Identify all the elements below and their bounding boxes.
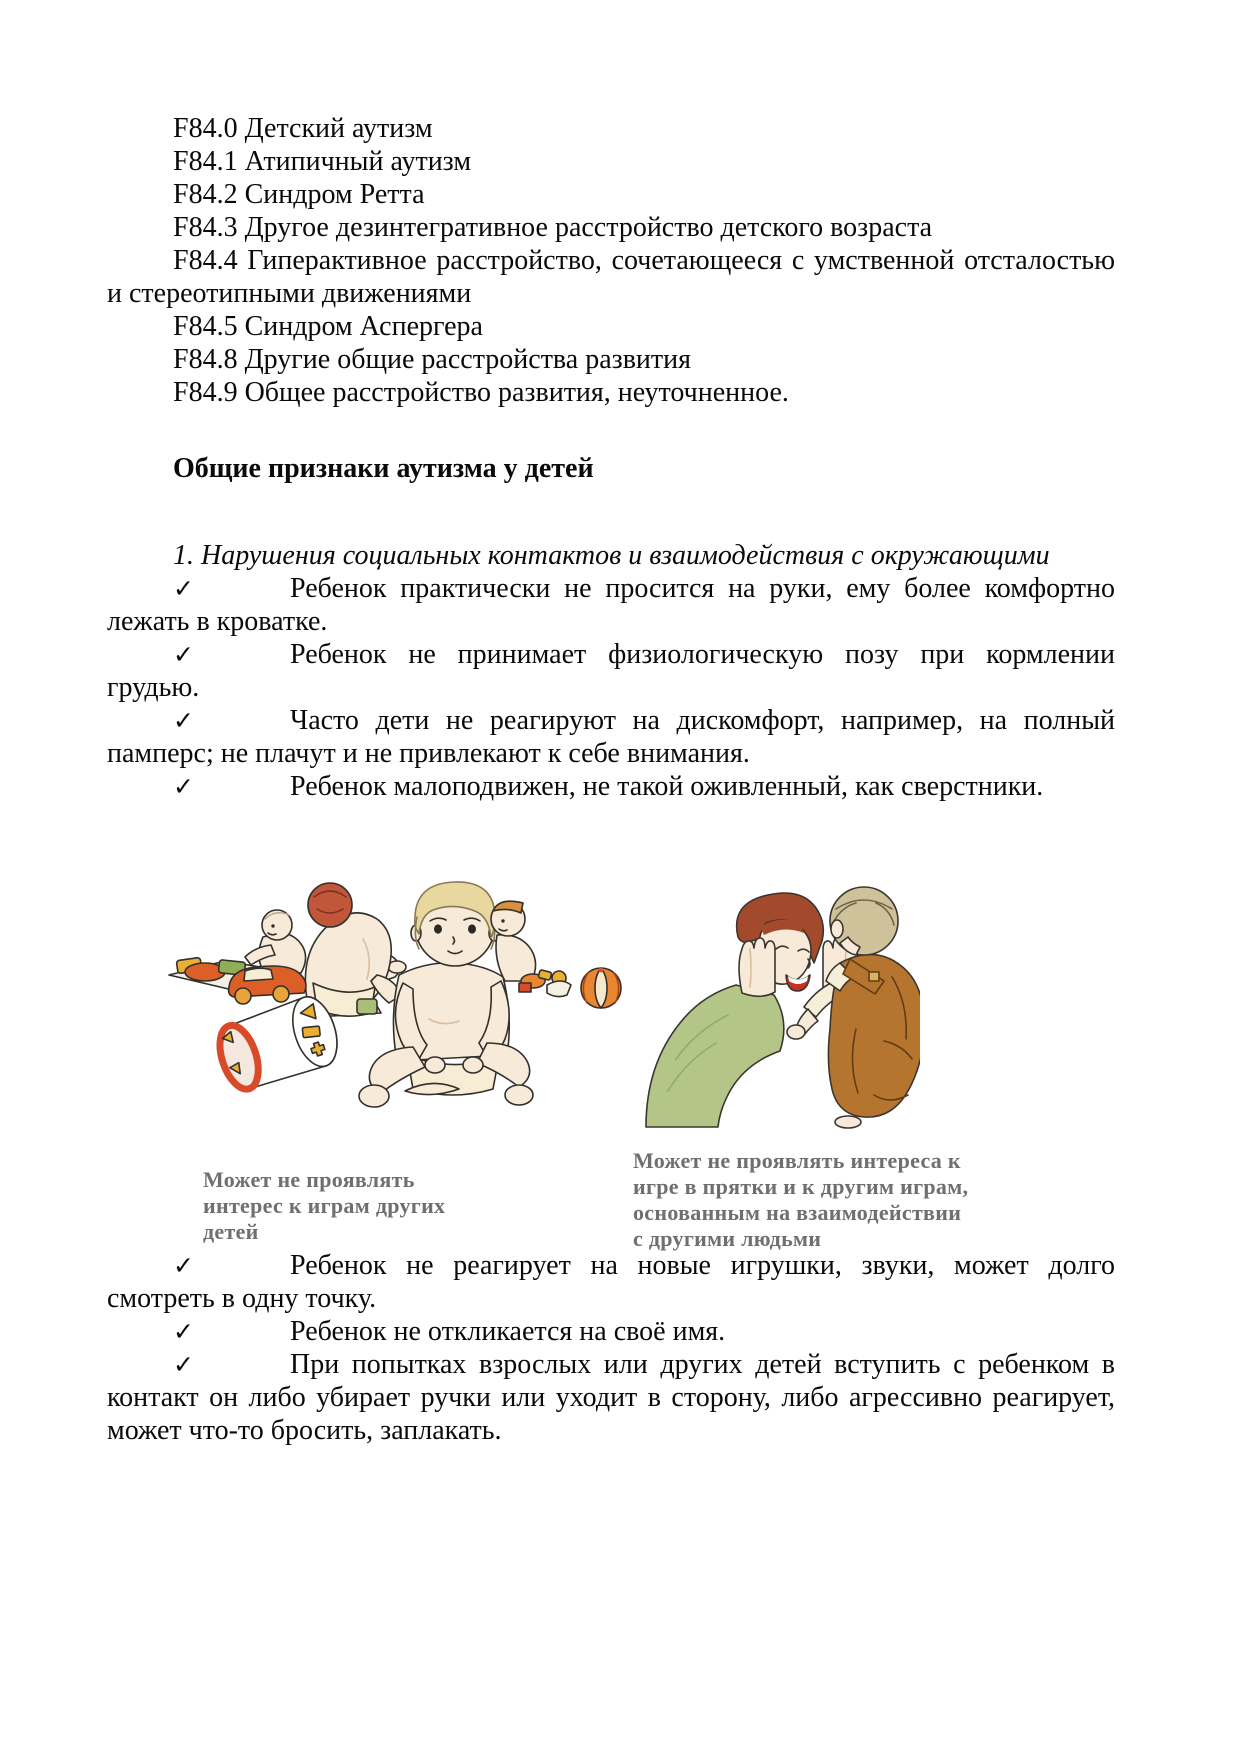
bullet-text: Ребенок практически не просится на руки, ему более комфортно лежать в кроватке. [107, 573, 1115, 637]
background-baby-left [245, 910, 306, 973]
mother-figure [646, 893, 859, 1127]
shape-sorter-drum-icon [212, 991, 346, 1096]
caption-line: интерес к играм других [203, 1193, 446, 1218]
bullet-text: Ребенок не реагирует на новые игрушки, звуки, может долго смотреть в одну точку. [107, 1250, 1115, 1314]
bullet-text: Часто дети не реагируют на дискомфорт, например, на полный памперс; не плачут и не привлекают к себе внимания. [107, 705, 1115, 769]
bullet-item [107, 1315, 1115, 1348]
bullet-item [107, 704, 1115, 770]
bullet-item [107, 572, 1115, 638]
illustration-peekaboo [640, 879, 920, 1129]
hair-bun-icon [308, 883, 352, 927]
caption-line: с другими людьми [633, 1226, 822, 1251]
figure-caption-right [633, 1148, 968, 1252]
caption-line: основанным на взаимодействии [633, 1200, 962, 1225]
caption-line: игре в прятки и к другим играм, [633, 1174, 969, 1199]
caption-line: детей [203, 1219, 259, 1244]
icd-item: F84.3 Другое дезинтегративное расстройство детского возраста [173, 212, 933, 243]
figure-caption-left [203, 1167, 445, 1245]
checkmark-icon: ✓ [173, 1317, 194, 1346]
icd-item: F84.1 Атипичный аутизм [173, 146, 472, 177]
icd-item: F84.8 Другие общие расстройства развития [173, 344, 691, 375]
icd-item: F84.4 Гиперактивное расстройство, сочетающееся с умственной отсталостью и стереотипными движениями [107, 245, 1115, 309]
caption-line: Может не проявлять интереса к [633, 1148, 961, 1173]
checkmark-icon: ✓ [173, 640, 194, 669]
checkmark-icon: ✓ [173, 772, 194, 801]
checkmark-icon: ✓ [173, 706, 194, 735]
bullet-text: Ребенок не принимает физиологическую позу при кормлении грудью. [107, 639, 1115, 703]
toy-car-icon [229, 966, 306, 1004]
illustration-babies-playing [167, 879, 627, 1119]
bullet-item [107, 638, 1115, 704]
bullet-item [107, 1249, 1115, 1315]
bullet-text: Ребенок малоподвижен, не такой оживленный, как сверстники. [290, 771, 1044, 802]
checkmark-icon: ✓ [173, 1251, 194, 1280]
bullet-text: Ребенок не откликается на своё имя. [290, 1316, 726, 1347]
icd-item: F84.9 Общее расстройство развития, неуточненное. [173, 377, 789, 408]
striped-ball-icon [581, 968, 621, 1008]
caption-line: Может не проявлять [203, 1167, 415, 1192]
left-hand-icon [739, 938, 775, 996]
figures-row [107, 803, 1115, 1251]
icd-item: F84.5 Синдром Аспергера [173, 311, 483, 342]
bullet-text: При попытках взрослых или других детей вступить с ребенком в контакт он либо убирает ручки или уходит в сторону, либо агрессивно реагирует, может что-то бросить, заплакать. [107, 1349, 1115, 1446]
icd-item: F84.2 Синдром Ретта [173, 179, 425, 210]
icd-item: F84.0 Детский аутизм [173, 113, 433, 144]
bullet-item [107, 1348, 1115, 1447]
checkmark-icon: ✓ [173, 1350, 194, 1379]
background-baby-back [305, 883, 401, 1017]
section-heading: Общие признаки аутизма у детей [173, 453, 594, 484]
subsection-heading: 1. Нарушения социальных контактов и взаимодействия с окружающими [173, 540, 1050, 571]
bullet-item [107, 770, 1115, 803]
checkmark-icon: ✓ [173, 574, 194, 603]
